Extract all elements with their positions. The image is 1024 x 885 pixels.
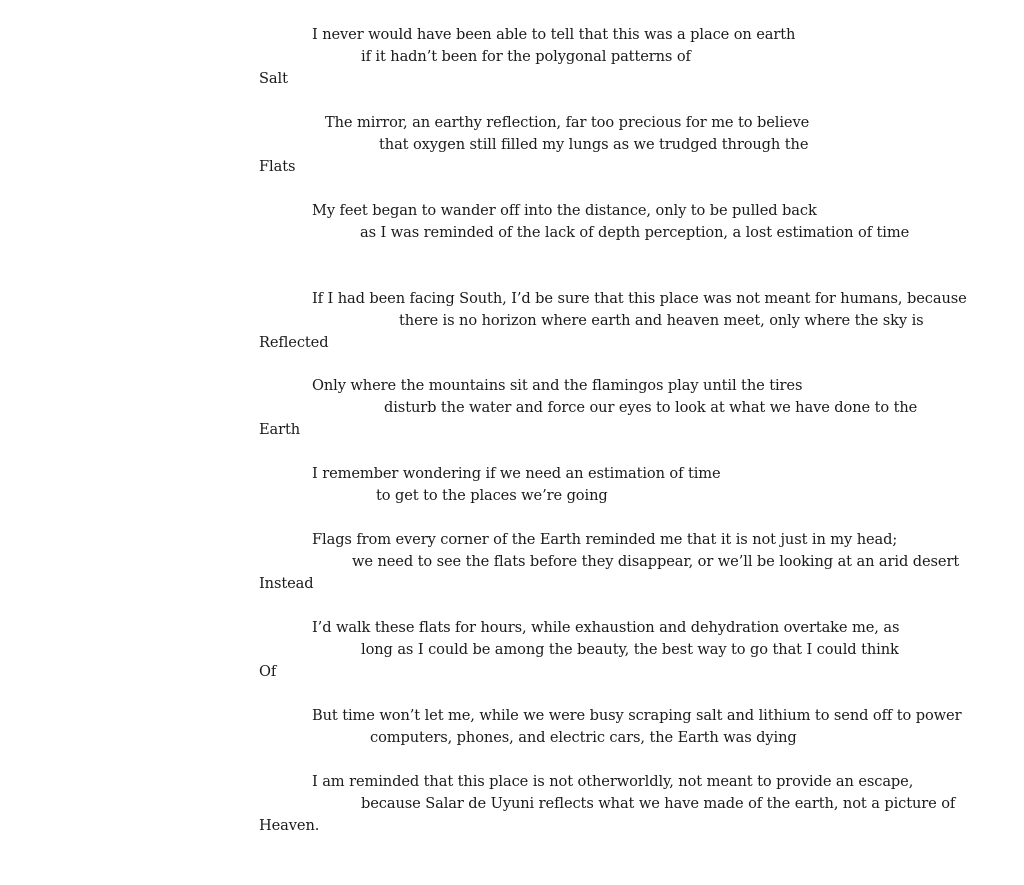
poem-line: if it hadn’t been for the polygonal patterns of bbox=[361, 48, 691, 65]
poem-line: that oxygen still filled my lungs as we trudged through the bbox=[379, 136, 809, 153]
poem-line: there is no horizon where earth and heaven meet, only where the sky is bbox=[399, 312, 924, 329]
poem-line: as I was reminded of the lack of depth perception, a lost estimation of time bbox=[360, 224, 910, 241]
poem-line: we need to see the flats before they disappear, or we’ll be looking at an arid desert bbox=[352, 553, 960, 570]
poem-keyword: Flats bbox=[259, 158, 296, 175]
poem-keyword: Of bbox=[259, 663, 277, 680]
poem-line: I never would have been able to tell that this was a place on earth bbox=[312, 26, 796, 43]
poem-line: Only where the mountains sit and the flamingos play until the tires bbox=[312, 377, 803, 394]
poem-line: I remember wondering if we need an estimation of time bbox=[312, 465, 721, 482]
poem-line: If I had been facing South, I’d be sure that this place was not meant for humans, because bbox=[312, 290, 967, 307]
poem-keyword: Earth bbox=[259, 421, 301, 438]
poem-keyword: Reflected bbox=[259, 334, 329, 351]
poem-line: computers, phones, and electric cars, the Earth was dying bbox=[370, 729, 797, 746]
poem-keyword: Heaven. bbox=[259, 817, 320, 834]
poem-line: My feet began to wander off into the distance, only to be pulled back bbox=[312, 202, 817, 219]
poem-line: Flags from every corner of the Earth reminded me that it is not just in my head; bbox=[312, 531, 898, 548]
poem-line: disturb the water and force our eyes to look at what we have done to the bbox=[384, 399, 918, 416]
poem-line: I’d walk these flats for hours, while exhaustion and dehydration overtake me, as bbox=[312, 619, 900, 636]
poem-line: The mirror, an earthy reflection, far too precious for me to believe bbox=[325, 114, 810, 131]
poem-line: I am reminded that this place is not otherworldly, not meant to provide an escape, bbox=[312, 773, 914, 790]
poem-line: to get to the places we’re going bbox=[376, 487, 608, 504]
poem-line: long as I could be among the beauty, the best way to go that I could think bbox=[361, 641, 899, 658]
poem-line: But time won’t let me, while we were busy scraping salt and lithium to send off to power bbox=[312, 707, 962, 724]
poem-keyword: Instead bbox=[259, 575, 314, 592]
poem-line: because Salar de Uyuni reflects what we have made of the earth, not a picture of bbox=[361, 795, 956, 812]
poem-keyword: Salt bbox=[259, 70, 288, 87]
